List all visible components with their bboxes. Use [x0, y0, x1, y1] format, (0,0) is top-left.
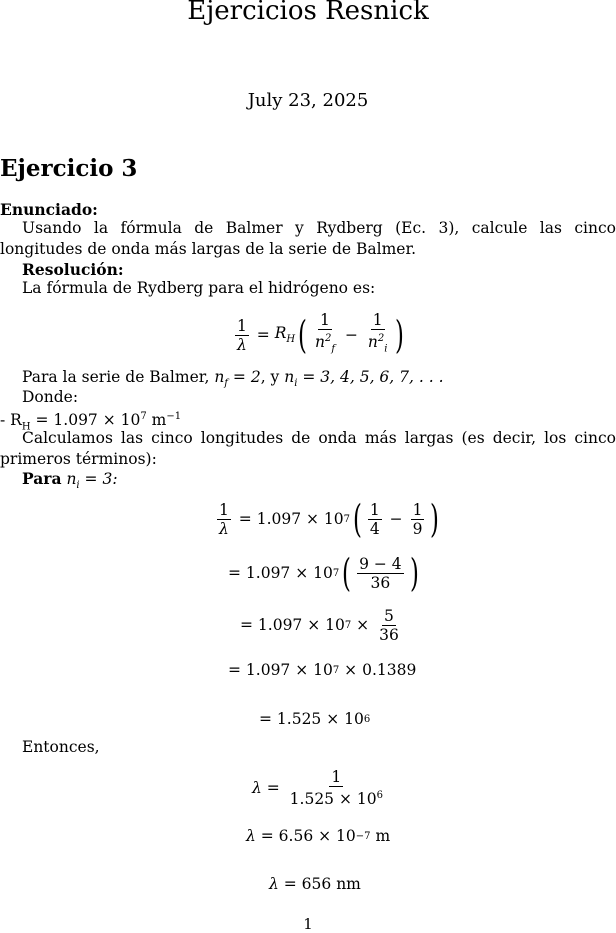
document-title: Ejercicios Resnick — [187, 0, 429, 26]
page-number: 1 — [303, 915, 313, 933]
lambda-value-equation: λ = 6.56 × 10 −7 m — [246, 827, 391, 845]
step3-coef: 1.097 × 10 — [257, 616, 345, 634]
step1-coef: 1.097 × 10 — [256, 510, 344, 528]
resolucion-label: Resolución: — [22, 260, 124, 279]
frac-5-num: 5 — [384, 606, 394, 625]
lambda-nm-equation: λ = 656 nm — [269, 875, 361, 893]
frac-1-9-den: 9 — [412, 519, 423, 538]
frac-1-9-num: 1 — [412, 500, 423, 519]
step2-equation: = 1.097 × 10 7 ( $\frac{9 - 4}{36}$ ) — [228, 551, 419, 595]
rydberg-equation: $\frac{1}{\lambda}$ = $R_H$ ( $\frac{1}{n^2_f}$ − $\frac{1}{n^2_i}$ ) — [237, 311, 405, 357]
step5-equation: = 1.525 × 10 6 — [259, 710, 371, 728]
step4-tail: 0.1389 — [362, 661, 417, 679]
step3-exp: 7 — [344, 619, 352, 631]
step1-equation: $\frac{1}{\lambda}$ = 1.097 × 10 7 ( $\frac{1}{4}$ − $\frac{1}{9}$ ) — [219, 497, 440, 541]
step4-coef: 1.097 × 10 — [245, 661, 333, 679]
step2-exp: 7 — [332, 567, 340, 579]
step3-equation: = 1.097 × 10 7 × $\frac{5}{36}$ — [240, 606, 399, 644]
step5-value: 1.525 × 10 — [276, 710, 364, 728]
calc-text: Calculamos las cinco longitudes de onda más largas (es decir, los cinco primeros términos): — [0, 429, 616, 468]
frac-94-den: 36 — [370, 573, 391, 592]
para-ni: $n_i = 3$: — [66, 470, 118, 492]
donde-label: Donde: — [22, 388, 79, 406]
step4-exp: 7 — [332, 664, 340, 676]
lambda-frac-exp: 6 — [376, 789, 383, 801]
lambda-frac-num: 1 — [331, 767, 342, 786]
lambda-frac-den: 1.525 × 10 — [289, 790, 377, 809]
frac-1-4-num: 1 — [369, 500, 380, 519]
lambda-nm-value: 656 — [301, 875, 332, 893]
frac-1-4-den: 4 — [369, 519, 380, 538]
balmer-line — [22, 367, 444, 394]
rh-line: - $R_H = 1.097 \times 10^7$ $m^{-1}$ — [0, 411, 182, 433]
nm-unit: nm — [336, 875, 361, 893]
step5-exp: 6 — [363, 713, 371, 725]
balmer-nf: $n_f = 2$ — [214, 368, 261, 390]
balmer-ni: $n_i = 3$, 4, 5, 6, 7, . . . — [284, 368, 444, 390]
enunciado-label: Enunciado: — [0, 200, 98, 219]
step2-coef: 1.097 × 10 — [245, 564, 333, 582]
rydberg-intro: La fórmula de Rydberg para el hidrógeno es: — [22, 279, 376, 297]
frac-94-num: 9 − 4 — [359, 554, 402, 573]
entonces-label: Entonces, — [22, 738, 100, 756]
lambda-fraction-equation: λ = $\frac{1}{1.525 \times 10^6}$ — [252, 767, 383, 809]
step4-equation: = 1.097 × 10 7 × 0.1389 — [228, 661, 417, 679]
lambda-value: 6.56 × 10 — [278, 827, 356, 845]
para-line — [22, 468, 118, 496]
document-date: July 23, 2025 — [247, 90, 369, 111]
balmer-mid: , y — [260, 368, 285, 386]
step1-exp: 7 — [343, 513, 351, 525]
lambda-exp: −7 — [355, 830, 371, 842]
section-heading: Ejercicio 3 — [0, 155, 138, 182]
frac-5-den: 36 — [379, 625, 399, 644]
enunciado-text: Usando la fórmula de Balmer y Rydberg (Ec. 3), calcule las cinco longitudes de onda más largas de la serie de Balmer. — [0, 219, 616, 258]
balmer-text: Para la serie de Balmer, — [22, 368, 215, 386]
para-label: Para — [22, 469, 62, 488]
lambda-unit: m — [375, 827, 391, 845]
